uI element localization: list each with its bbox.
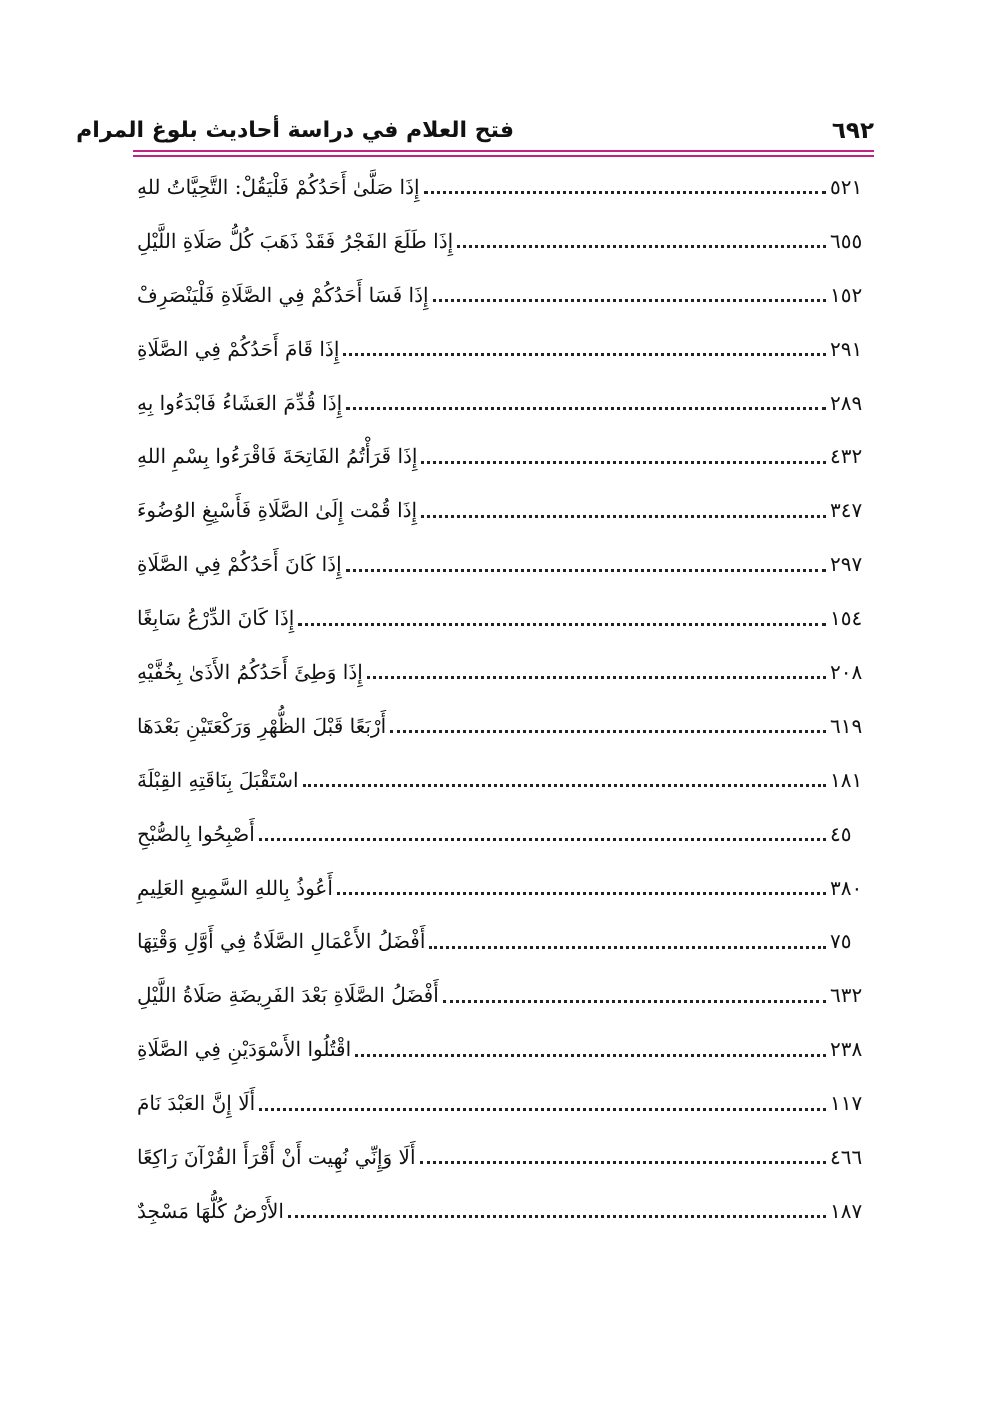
dot-leader xyxy=(337,892,826,895)
entry-text: إِذَا قَرَأْتُمُ الفَاتِحَةَ فَاقْرَءُوا بِسْمِ اللهِ xyxy=(137,444,418,469)
entry-page-number: ١٥٤ xyxy=(830,606,863,631)
page-number: ٦٩٢ xyxy=(831,118,874,144)
entry-page-number: ٥٢١ xyxy=(830,174,863,199)
dot-leader xyxy=(298,623,826,626)
entry-page-number: ٤٦٦ xyxy=(830,1144,863,1169)
page-header xyxy=(76,116,874,148)
entry-page-number: ٢٩٧ xyxy=(830,552,863,577)
dot-leader xyxy=(421,461,826,464)
index-entry xyxy=(133,268,874,322)
index-entry xyxy=(133,591,874,645)
dot-leader xyxy=(421,515,826,518)
book-title: فتح العلام في دراسة أحاديث بلوغ المرام xyxy=(76,118,514,143)
dot-leader xyxy=(343,353,826,356)
index-entry xyxy=(133,753,874,807)
dot-leader xyxy=(457,245,826,248)
entry-text: اقْتُلُوا الأَسْوَدَيْنِ فِي الصَّلَاةِ xyxy=(137,1037,352,1062)
dot-leader xyxy=(303,784,826,787)
entry-page-number: ١٨٧ xyxy=(830,1198,863,1223)
dot-leader xyxy=(424,191,826,194)
dot-leader xyxy=(443,1000,826,1003)
header-divider xyxy=(133,150,874,152)
index-entry xyxy=(133,807,874,861)
entry-text: إِذَا قُدِّمَ العَشَاءُ فَابْدَءُوا بِهِ xyxy=(137,390,343,415)
index-entry xyxy=(133,699,874,753)
index-entry xyxy=(133,968,874,1022)
index-entry xyxy=(133,537,874,591)
entry-text: إِذَا وَطِئَ أَحَدُكُمُ الأَذَىٰ بِخُفَّيْهِ xyxy=(137,659,363,684)
entry-text: اسْتَقْبَلَ بِنَاقَتِهِ القِبْلَةَ xyxy=(137,767,299,792)
header-divider xyxy=(133,155,874,157)
entry-text: أَصْبِحُوا بِالصُّبْحِ xyxy=(137,821,255,846)
index-entry xyxy=(133,376,874,430)
index-entry xyxy=(133,645,874,699)
dot-leader xyxy=(259,1108,826,1111)
entry-page-number: ٤٥ xyxy=(830,821,852,846)
entry-text: الأَرْضُ كُلُّهَا مَسْجِدٌ xyxy=(137,1198,284,1223)
index-entry xyxy=(133,914,874,968)
dot-leader xyxy=(346,569,826,572)
entry-text: إِذَا فَسَا أَحَدُكُمْ فِي الصَّلَاةِ فَلْيَنْصَرِفْ xyxy=(137,282,429,307)
dot-leader xyxy=(429,946,826,949)
index-entry xyxy=(133,1022,874,1076)
index-entry xyxy=(133,322,874,376)
index-entry xyxy=(133,1076,874,1130)
entry-text: أَفْضَلُ الصَّلَاةِ بَعْدَ الفَرِيضَةِ صَلَاةُ اللَّيْلِ xyxy=(137,983,439,1008)
entry-page-number: ٢٠٨ xyxy=(830,659,863,684)
entry-text: أَعُوذُ بِاللهِ السَّمِيعِ العَلِيمِ xyxy=(137,875,333,900)
dot-leader xyxy=(355,1054,826,1057)
entry-text: أَرْبَعًا قَبْلَ الظُّهْرِ وَرَكْعَتَيْنِ بَعْدَهَا xyxy=(137,713,387,738)
dot-leader xyxy=(433,299,826,302)
entry-text: إِذَا صَلَّىٰ أَحَدُكُمْ فَلْيَقُلْ: التَّحِيَّاتُ للهِ xyxy=(137,174,420,199)
entry-page-number: ٦٣٢ xyxy=(830,983,863,1008)
dot-leader xyxy=(259,838,826,841)
entry-page-number: ٢٣٨ xyxy=(830,1037,863,1062)
index-entry xyxy=(133,861,874,915)
entry-text: أَلَا وَإِنِّي نُهِيت أَنْ أَقْرَأَ القُرْآنَ رَاكِعًا xyxy=(137,1144,416,1169)
index-entry xyxy=(133,1130,874,1184)
index-entry xyxy=(133,214,874,268)
dot-leader xyxy=(288,1215,826,1218)
entry-page-number: ١٥٢ xyxy=(830,282,863,307)
entry-text: إِذَا قَامَ أَحَدُكُمْ فِي الصَّلَاةِ xyxy=(137,336,340,361)
entry-text: إِذَا قُمْت إِلَىٰ الصَّلَاةِ فَأَسْبِغِ الوُضُوءَ xyxy=(137,498,418,523)
entry-page-number: ٦١٩ xyxy=(830,713,863,738)
dot-leader xyxy=(367,676,826,679)
entry-page-number: ٢٨٩ xyxy=(830,390,863,415)
dot-leader xyxy=(390,730,826,733)
dot-leader xyxy=(346,407,826,410)
index-entry xyxy=(133,483,874,537)
entry-text: إِذَا طَلَعَ الفَجْرُ فَقَدْ ذَهَبَ كُلُّ صَلَاةِ اللَّيْلِ xyxy=(137,228,454,253)
entry-page-number: ٤٣٢ xyxy=(830,444,863,469)
index-entry xyxy=(133,429,874,483)
entry-page-number: ٧٥ xyxy=(830,929,852,954)
dot-leader xyxy=(420,1161,827,1164)
entry-text: إِذَا كَانَ أَحَدُكُمْ فِي الصَّلَاةِ xyxy=(137,552,342,577)
entry-page-number: ١٨١ xyxy=(830,767,863,792)
hadith-index-list xyxy=(133,160,874,1238)
entry-text: إِذَا كَانَ الدِّرْعُ سَابِغًا xyxy=(137,606,295,631)
entry-page-number: ٢٩١ xyxy=(830,336,863,361)
entry-text: أَفْضَلُ الأَعْمَالِ الصَّلَاةُ فِي أَوَّلِ وَقْتِهَا xyxy=(137,929,426,954)
entry-page-number: ١١٧ xyxy=(830,1091,863,1116)
entry-page-number: ٦٥٥ xyxy=(830,228,863,253)
entry-page-number: ٣٤٧ xyxy=(830,498,863,523)
entry-page-number: ٣٨٠ xyxy=(830,875,863,900)
entry-text: أَلَا إِنَّ العَبْدَ نَامَ xyxy=(137,1091,256,1116)
index-entry xyxy=(133,160,874,214)
index-entry xyxy=(133,1184,874,1238)
